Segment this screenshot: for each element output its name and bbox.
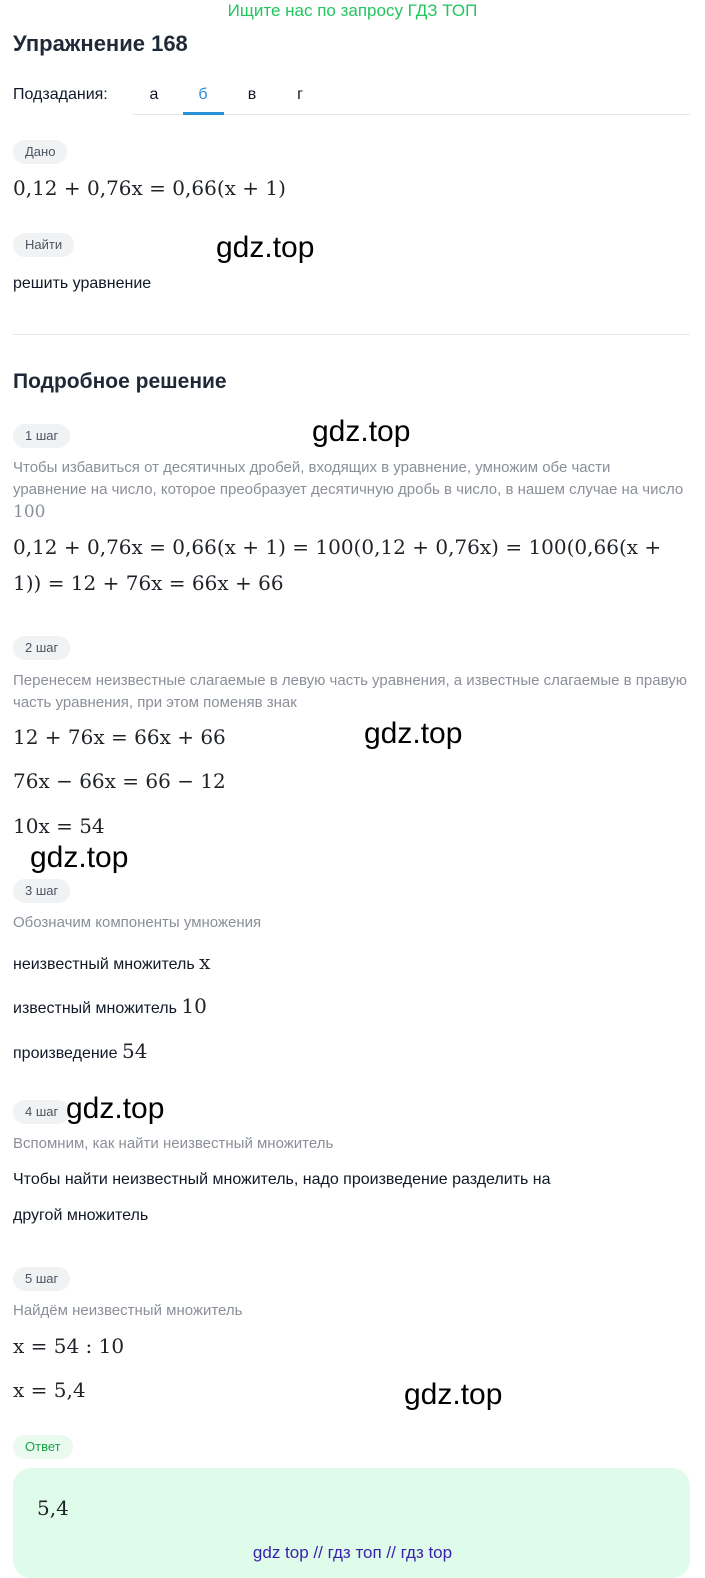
component-product (13, 1039, 147, 1063)
step-badge: 5 шаг (13, 1267, 70, 1291)
tab-g[interactable]: г (297, 86, 303, 103)
subtasks-label: Подзадания: (13, 86, 108, 103)
given-badge: Дано (13, 140, 67, 164)
step-1 (13, 424, 70, 448)
find-badge: Найти (13, 233, 74, 257)
component-unknown (13, 950, 210, 974)
component-label: известный множитель (13, 1000, 177, 1017)
step-5-equation-1: x = 54 : 10 (13, 1334, 125, 1358)
watermark: gdz.top (30, 841, 129, 874)
step-4-rule-line-2: другой множитель (13, 1207, 149, 1224)
step-badge: 1 шаг (13, 424, 70, 448)
step-4-rule-line-1: Чтобы найти неизвестный множитель, надо произведение разделить на (13, 1171, 551, 1188)
tab-b[interactable]: б (198, 86, 208, 103)
component-label: неизвестный множитель (13, 956, 195, 973)
active-tab-indicator (183, 112, 224, 115)
step-2-equation-1: 12 + 76x = 66x + 66 (13, 725, 226, 749)
step-2-equation-3: 10x = 54 (13, 814, 105, 838)
answer-badge: Ответ (13, 1435, 73, 1459)
section-divider (13, 334, 690, 335)
step-badge: 4 шаг (13, 1100, 70, 1124)
step-5-desc: Найдём неизвестный множитель (13, 1302, 243, 1319)
step-4 (13, 1100, 70, 1124)
component-label: произведение (13, 1045, 118, 1062)
component-value: 54 (121, 1039, 148, 1063)
step-5 (13, 1267, 70, 1291)
tab-a[interactable]: а (149, 86, 159, 103)
promo-banner: Ищите нас по запросу ГДЗ ТОП (227, 1, 478, 20)
step-1-desc-number: 100 (13, 502, 46, 522)
step-1-desc-text: Чтобы избавиться от десятичных дробей, входящих в уравнение, умножим обе части уравнение на число, которое преобразует десятичную дробь в число, в нашем случае на число (13, 459, 684, 498)
step-5-equation-2: x = 5,4 (13, 1378, 86, 1402)
given-section (13, 140, 67, 164)
tab-v[interactable]: в (247, 86, 257, 103)
step-1-equation-line-2: 1)) = 12 + 76x = 66x + 66 (13, 571, 284, 595)
step-3-desc: Обозначим компоненты умножения (13, 914, 262, 931)
component-value: 10 (181, 994, 207, 1018)
answer-value: 5,4 (37, 1496, 69, 1520)
answer-section (13, 1435, 73, 1459)
step-badge: 2 шаг (13, 636, 70, 660)
given-equation: 0,12 + 0,76x = 0,66(x + 1) (13, 176, 286, 200)
watermark: gdz.top (364, 717, 463, 750)
watermark: gdz.top (404, 1378, 503, 1411)
watermark: gdz.top (216, 231, 315, 264)
footer-links[interactable]: gdz top // гдз топ // гдз top (252, 1543, 453, 1562)
step-3 (13, 879, 70, 903)
step-1-equation-line-1: 0,12 + 0,76x = 0,66(x + 1) = 100(0,12 + 0,76x) = 100(0,66(x + (13, 535, 662, 559)
step-badge: 3 шаг (13, 879, 70, 903)
page-title: Упражнение 168 (13, 31, 188, 56)
step-2-equation-2: 76x − 66x = 66 − 12 (13, 769, 226, 793)
step-1-desc (13, 457, 688, 524)
step-2-desc: Перенесем неизвестные слагаемые в левую часть уравнения, а известные слагаемые в правую часть уравнения, при этом поменяв знак (13, 672, 687, 711)
component-value: x (199, 950, 211, 974)
step-2 (13, 636, 70, 660)
watermark: gdz.top (312, 415, 411, 448)
component-known (13, 994, 207, 1018)
find-section (13, 233, 74, 257)
watermark: gdz.top (66, 1092, 165, 1125)
find-text: решить уравнение (13, 275, 152, 292)
solution-heading: Подробное решение (13, 370, 227, 393)
step-4-desc: Вспомним, как найти неизвестный множитель (13, 1135, 334, 1152)
